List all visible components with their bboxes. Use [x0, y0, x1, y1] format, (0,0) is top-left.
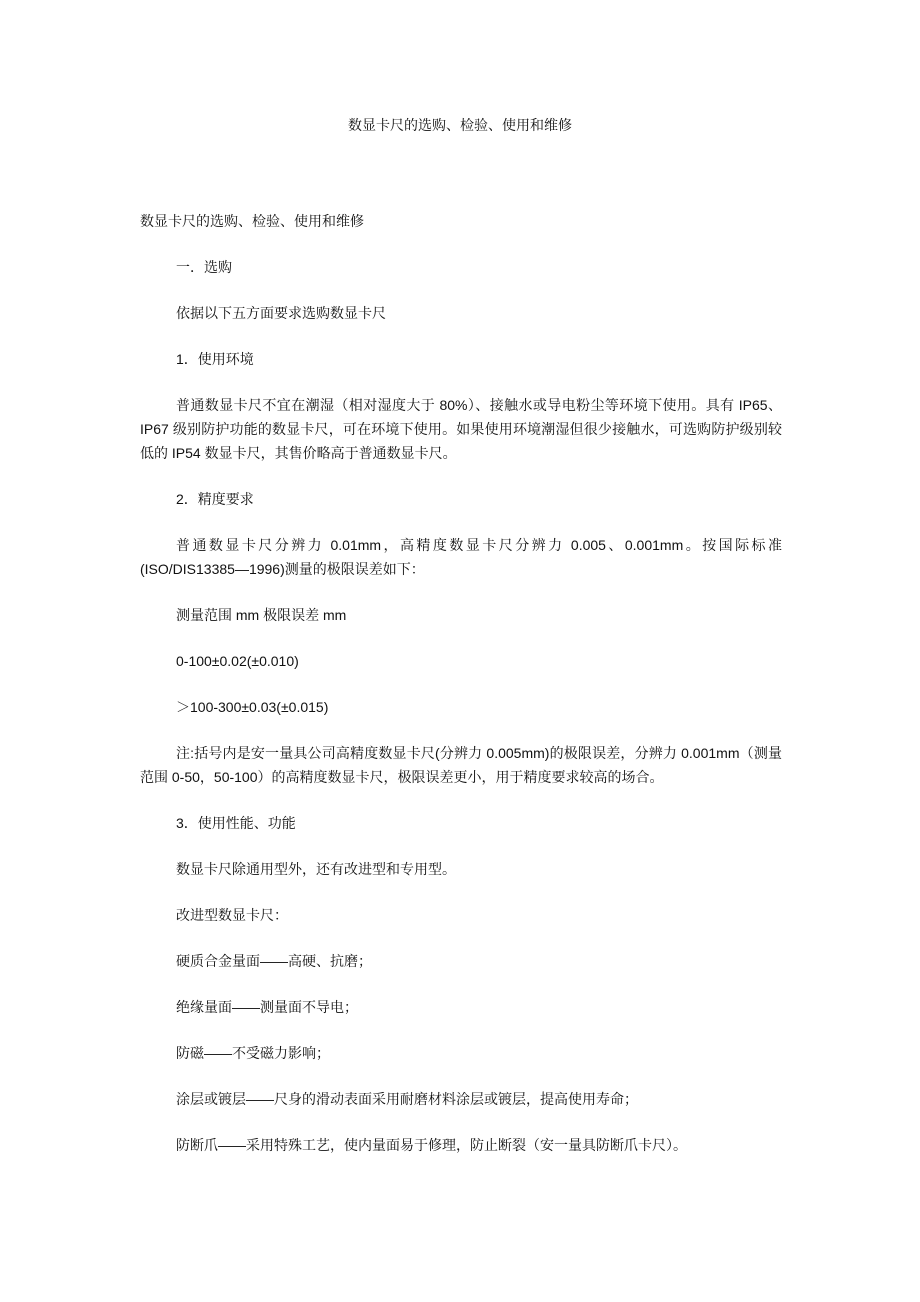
paragraph: 依据以下五方面要求选购数显卡尺 [176, 305, 386, 321]
paragraph: ＞100-300±0.03(±0.015) [176, 699, 329, 715]
paragraph: 数显卡尺的选购、检验、使用和维修 [140, 213, 364, 229]
paragraph: 注:括号内是安一量具公司高精度数显卡尺(分辨力 0.005mm)的极限误差，分辨力 0.001mm（测量范围 0-50，50-100）的高精度数显卡尺，极限误差更小，用于精度要求较高的场合。 [140, 745, 782, 785]
paragraph: 硬质合金量面——高硬、抗磨； [176, 953, 372, 969]
paragraph: 2．精度要求 [176, 491, 254, 507]
paragraph: 绝缘量面——测量面不导电； [176, 999, 358, 1015]
paragraph: 防磁——不受磁力影响； [176, 1045, 330, 1061]
paragraph: 数显卡尺除通用型外，还有改进型和专用型。 [176, 861, 456, 877]
paragraph: 一．选购 [176, 259, 232, 275]
paragraph: 普通数显卡尺分辨力 0.01mm，高精度数显卡尺分辨力 0.005、0.001mm。按国际标准 (ISO/DIS13385—1996)测量的极限误差如下： [140, 537, 782, 577]
paragraph: 改进型数显卡尺： [176, 907, 288, 923]
paragraph: 3．使用性能、功能 [176, 815, 296, 831]
paragraph: 涂层或镀层——尺身的滑动表面采用耐磨材料涂层或镀层，提高使用寿命； [176, 1091, 638, 1107]
paragraph: 0-100±0.02(±0.010) [176, 653, 299, 669]
paragraph: 普通数显卡尺不宜在潮湿（相对湿度大于 80%）、接触水或导电粉尘等环境下使用。具有 IP65、IP67 级别防护功能的数显卡尺，可在环境下使用。如果使用环境潮湿但很少接触水，可选购防护级别较低的 IP54 数显卡尺，其售价略高于普通数显卡尺。 [140, 397, 782, 461]
paragraph: 1．使用环境 [176, 351, 254, 367]
document-body [140, 209, 782, 1179]
document-title: 数显卡尺的选购、检验、使用和维修 [348, 117, 572, 133]
paragraph: 防断爪——采用特殊工艺，使内量面易于修理，防止断裂（安一量具防断爪卡尺）。 [176, 1137, 687, 1153]
paragraph: 测量范围 mm 极限误差 mm [176, 607, 347, 623]
